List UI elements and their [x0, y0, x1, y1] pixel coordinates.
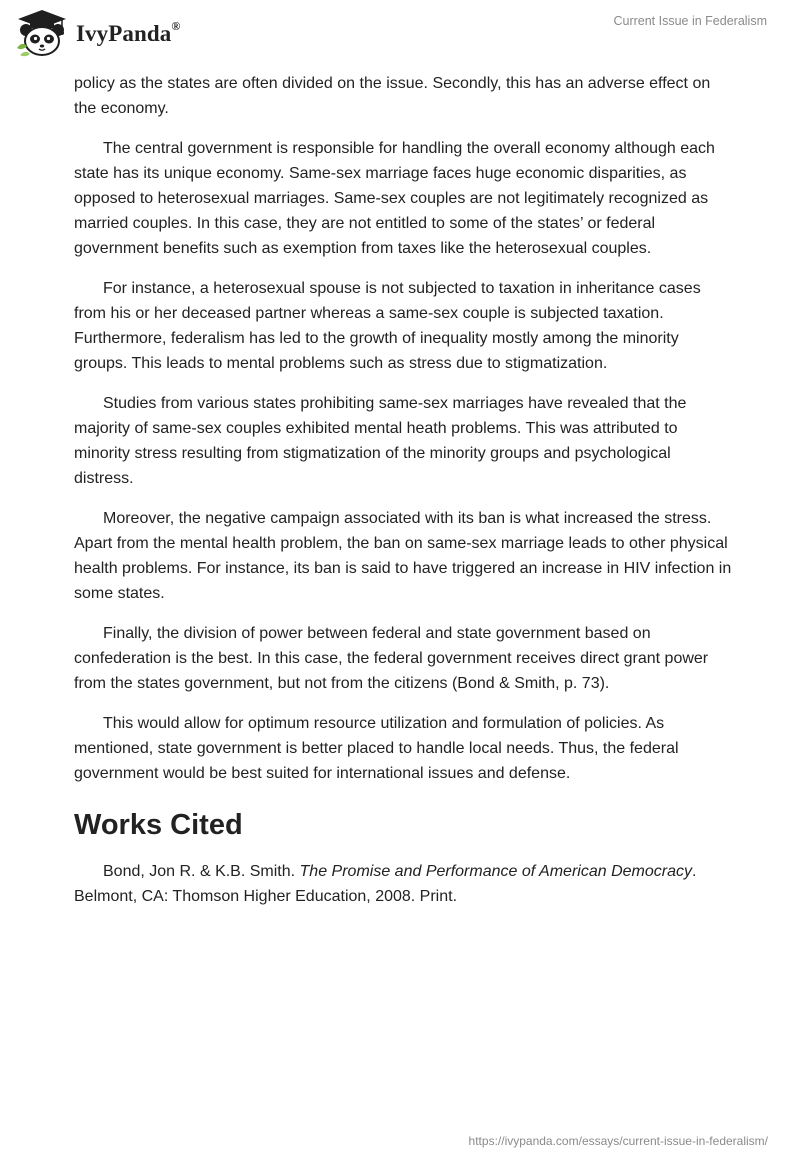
panda-graduate-icon [14, 8, 70, 58]
paragraph: This would allow for optimum resource utilization and formulation of policies. As mentioned, state government is better placed to handle local needs. Thus, the federal government would be best suited for international issues and defense. [74, 715, 679, 782]
brand-logo[interactable] [14, 8, 180, 58]
paragraph: Moreover, the negative campaign associated with its ban is what increased the stress. Apart from the mental health problem, the ban on same-sex marriage leads to other physical health problems. For instance, its ban is said to have triggered an increase in HIV infection in some states. [74, 510, 732, 602]
paragraph: For instance, a heterosexual spouse is not subjected to taxation in inheritance cases from his or her deceased partner whereas a same-sex couple is subjected taxation. Furthermore, federalism has led to the growth of inequality mostly among the minority groups. This leads to mental problems such as stress due to stigmatization. [74, 280, 701, 372]
citation-entry [74, 859, 734, 909]
paragraph: The central government is responsible for handling the overall economy although each state has its unique economy. Same-sex marriage faces huge economic disparities, as opposed to heterosexual marriages. Same-sex couples are not legitimately recognized as married couples. In this case, they are not entitled to some of the states’ or federal government benefits such as exemption from taxes like the heterosexual couples. [74, 140, 715, 257]
works-cited-heading: Works Cited [74, 809, 243, 841]
citation-authors: Bond, Jon R. & K.B. Smith. [103, 863, 300, 880]
citation-details: . Belmont, CA: Thomson Higher Education, 2008. Print. [74, 863, 697, 905]
essay-body [74, 71, 734, 924]
running-title: Current Issue in Federalism [613, 14, 767, 28]
paragraph: policy as the states are often divided on the issue. Secondly, this has an adverse effect on the economy. [74, 75, 711, 117]
brand-name: IvyPanda® [76, 19, 181, 46]
paragraph: Studies from various states prohibiting same-sex marriages have revealed that the majority of same-sex couples exhibited mental heath problems. This was attributed to minority stress resulting from stigmatization of the minority groups and psychological distress. [74, 395, 687, 487]
citation-title: The Promise and Performance of American Democracy [299, 863, 692, 880]
paragraph: Finally, the division of power between federal and state government based on confederation is the best. In this case, the federal government receives direct grant power from the states government, but not from the citizens (Bond & Smith, p. 73). [74, 625, 709, 692]
page-header [0, 0, 800, 70]
source-url[interactable]: https://ivypanda.com/essays/current-issue-in-federalism/ [468, 1134, 768, 1148]
